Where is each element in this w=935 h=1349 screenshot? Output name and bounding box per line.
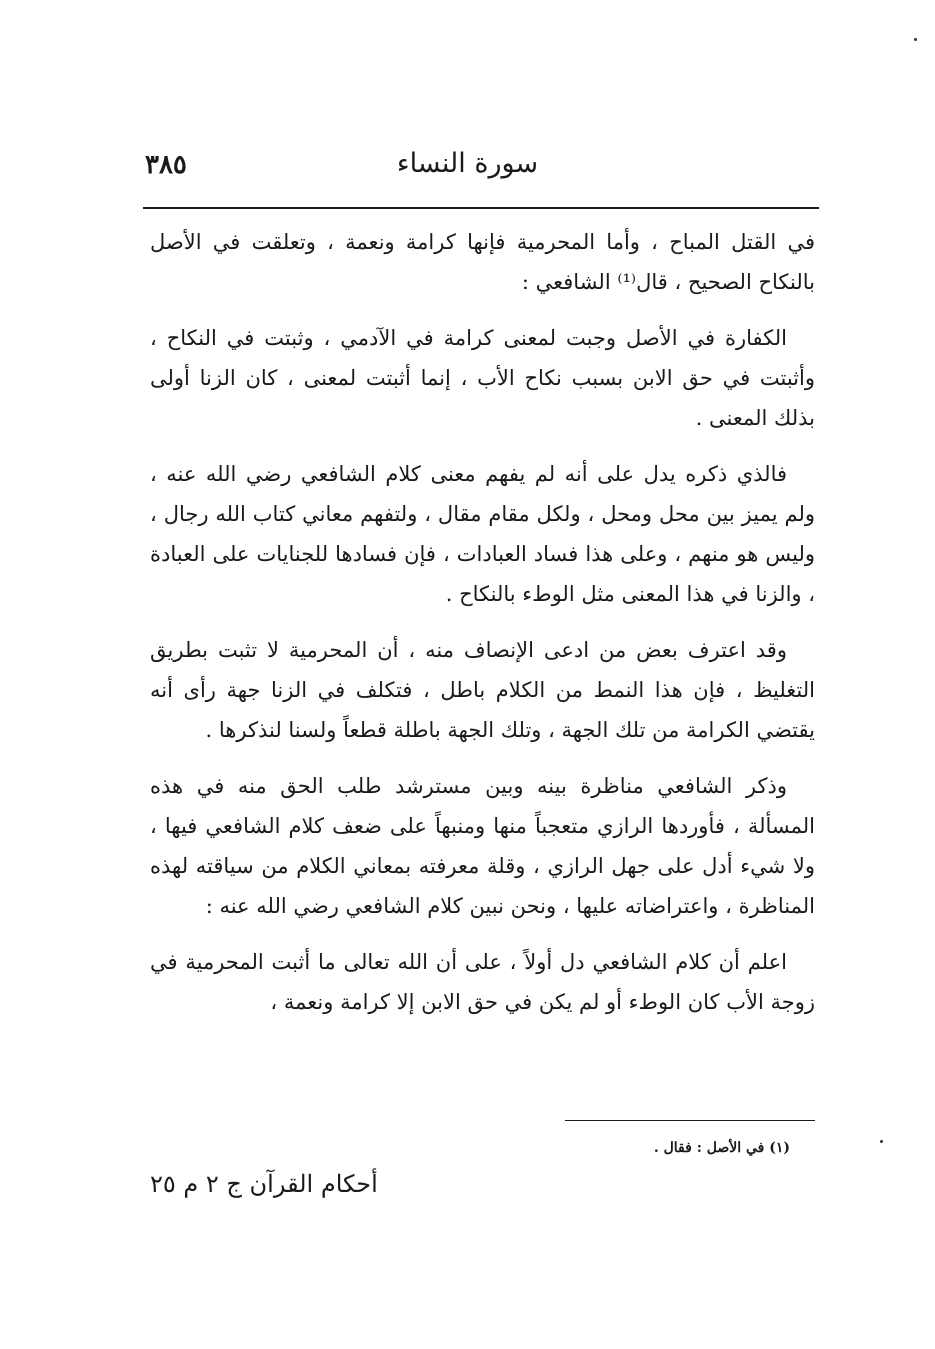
- body-text: [150, 222, 815, 1038]
- header-rule: [143, 207, 819, 209]
- footnote: (١) في الأصل : فقال .: [653, 1140, 790, 1156]
- paragraph-6: اعلم أن كلام الشافعي دل أولاً ، على أن الله تعالى ما أثبت المحرمية في زوجة الأب كان الوطء أو لم يكن في حق الابن إلا كرامة ونعمة ،: [150, 950, 815, 1014]
- signature-line: أحكام القرآن ج ٢ م ٢٥: [150, 1170, 378, 1198]
- footnote-rule: [565, 1120, 815, 1121]
- paragraph-1: في القتل المباح ، وأما المحرمية فإنها كرامة ونعمة ، وتعلقت في الأصل بالنكاح الصحيح ، قال⁽¹⁾ الشافعي :: [150, 230, 815, 294]
- scan-speck: [914, 38, 917, 41]
- paragraph-3: فالذي ذكره يدل على أنه لم يفهم معنى كلام الشافعي رضي الله عنه ، ولم يميز بين محل ومحل ، ولكل مقام مقال ، ولتفهم معاني كتاب الله رجال ، وليس هو منهم ، وعلى هذا فساد العبادات ، فإن فسادها للجنايات على العبادة ، والزنا في هذا المعنى مثل الوطء بالنكاح .: [150, 462, 815, 606]
- paragraph-4: وقد اعترف بعض من ادعى الإنصاف منه ، أن المحرمية لا تثبت بطريق التغليظ ، فإن هذا النمط من الكلام باطل ، فتكلف في الزنا جهة رأى أنه يقتضي الكرامة من تلك الجهة ، وتلك الجهة باطلة قطعاً ولسنا لنذكرها .: [150, 638, 815, 742]
- page-number: ٣٨٥: [145, 150, 187, 180]
- running-title: سورة النساء: [396, 148, 539, 179]
- scan-speck: [880, 1140, 883, 1143]
- paragraph-5: وذكر الشافعي مناظرة بينه وبين مسترشد طلب الحق منه في هذه المسألة ، فأوردها الرازي متعجباً منها ومنبهاً على ضعف كلام الشافعي فيها ، ولا شيء أدل على جهل الرازي ، وقلة معرفته بمعاني الكلام من سياقته لهذه المناظرة ، واعتراضاته عليها ، ونحن نبين كلام الشافعي رضي الله عنه :: [150, 774, 815, 918]
- paragraph-2: الكفارة في الأصل وجبت لمعنى كرامة في الآدمي ، وثبتت في النكاح ، وأثبتت في حق الابن بسبب نكاح الأب ، إنما أثبتت لمعنى ، كان الزنا أولى بذلك المعنى .: [150, 326, 815, 430]
